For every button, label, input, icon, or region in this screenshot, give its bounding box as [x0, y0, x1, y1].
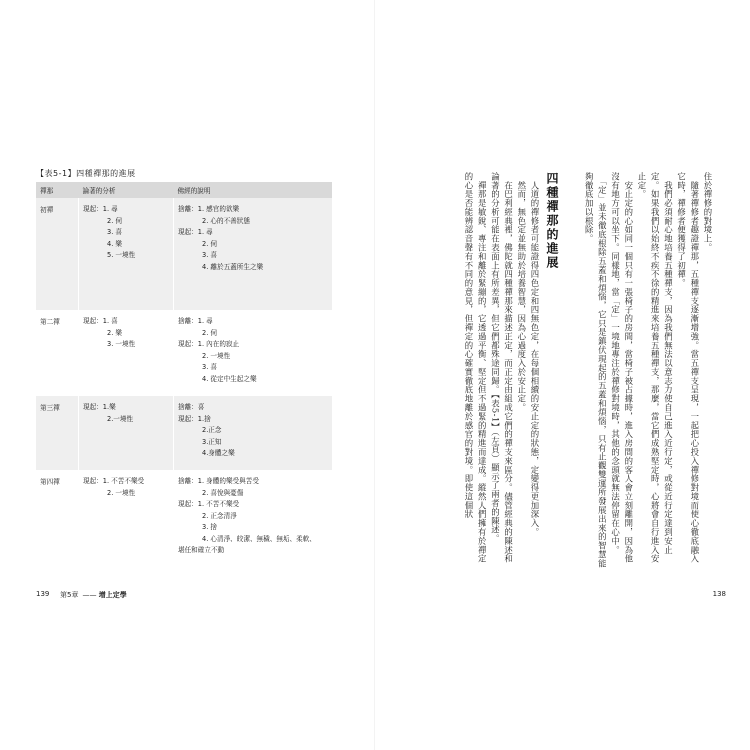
analysis-cell [79, 396, 174, 470]
sutta-line: 現起：1. 不苦不樂受 [178, 500, 240, 508]
sutta-line: 堪任和確立不動 [178, 546, 225, 554]
section-heading: 四種禪那的進展 [545, 172, 559, 270]
sutta-line: 3. 喜 [202, 251, 217, 259]
sutta-line: 2. 正念清淨 [202, 511, 237, 520]
paragraph: 人道的禪修者可能證得四色定和四無色定，在每個相續的安止定的狀態，定變得更加深入。 [530, 172, 540, 537]
sutta-line: 3.正知 [202, 437, 222, 446]
sutta-line: 2. 伺 [202, 328, 217, 337]
sutta-line: 捨離：1. 感官的欲樂 [178, 205, 240, 213]
sutta-line: 3. 捨 [202, 523, 217, 531]
table-row [36, 310, 332, 396]
sutta-cell [174, 470, 333, 566]
sutta-line: 現起：1. 內在的寂止 [178, 340, 240, 348]
analysis-cell [79, 198, 174, 310]
running-head-title: 增上定學 [98, 591, 127, 599]
jhana-name: 第三禪 [36, 396, 79, 470]
sutta-line: 捨離：1. 尋 [178, 317, 213, 325]
sutta-line: 3. 喜 [202, 363, 217, 371]
sutta-line: 2. 喜悅與憂傷 [202, 488, 244, 497]
analysis-line: 2. 伺 [107, 216, 122, 225]
jhana-name: 第二禪 [40, 318, 60, 326]
paragraph: 「定」並未徹底根除五蓋和煩惱，它只是鎮伏現起的五蓋和煩惱，只有止觀雙運所發展出來的智慧能夠徹底加以根除。 [584, 172, 608, 568]
sutta-line: 現起：1.捨 [178, 414, 211, 423]
jhana-name: 第四禪 [40, 478, 60, 486]
sutta-cell [174, 198, 333, 310]
running-head-dash: —— [82, 591, 97, 599]
analysis-line: 2.一境性 [107, 414, 134, 423]
table-row [36, 396, 332, 470]
table-title: 【表5-1】四種禪那的進展 [36, 169, 136, 178]
sutta-line: 2. 伺 [202, 239, 217, 248]
analysis-line: 現起：1. 尋 [83, 205, 118, 213]
paragraph: 我們必須耐心地培養五種禪支，因為我們無法以意志力使自己進入近行定，或從近行定達到安止定。如果我們以始終不疾不徐的精進來培養五種禪支，那麼，當它們成熟堅定時，心將會自行進入安止定。 [636, 172, 674, 564]
table-row [36, 470, 332, 566]
sutta-line: 4. 從定中生起之樂 [202, 374, 257, 383]
header-analysis: 論著的分析 [79, 182, 174, 198]
analysis-line: 2. 樂 [107, 328, 122, 337]
paragraph: 然而，無色定並無助於培養智慧，因為心過度入於安止定。 [516, 172, 527, 413]
body-text-before-heading [582, 172, 714, 572]
paragraph: 禪那是敏銳、專注和離於緊繃的，它透過平衡、堅定但不過緊的精進而達成。縱然人們擁有於禪定的心是否能辨認音聲有不同的意見，但禪定的心確實徹底地離於感官的對境。即使這個狀 [463, 172, 488, 564]
analysis-line: 現起：1.樂 [83, 403, 116, 411]
analysis-line: 現起：1. 不苦不樂受 [83, 477, 145, 485]
body-text-after-heading [462, 172, 541, 572]
paragraph: 在巴利經典裡，佛陀就四種禪那來描述正定，而正定由組成它們的禪支來區分。儘管經典的陳述和論著的分析可能在表面上有所差異，但它們都殊途同歸。【表5-1】（左頁）顯示了兩者的陳述。 [490, 172, 514, 564]
analysis-cell [79, 470, 174, 566]
sutta-cell [174, 396, 333, 470]
sutta-line: 2. 一境性 [202, 351, 231, 360]
sutta-line: 4. 離於五蓋所生之樂 [202, 262, 264, 271]
header-jhana: 禪那 [36, 182, 79, 198]
jhana-name: 初禪 [36, 198, 79, 310]
running-head-chapter: 第5章 [60, 591, 79, 599]
page-number-right: 138 [712, 590, 726, 598]
analysis-line: 3. 喜 [107, 228, 122, 236]
analysis-line: 3. 一境性 [107, 340, 136, 348]
table-row [36, 198, 332, 310]
sutta-line: 4.身體之樂 [202, 449, 235, 457]
sutta-line: 現起：1. 尋 [178, 228, 213, 236]
analysis-line: 現起：1. 喜 [83, 317, 118, 325]
paragraph: 住於禪修的對境上。 [703, 172, 713, 253]
page-number-left: 139 [36, 590, 50, 598]
paragraph: 隨著禪修者趣證禪那，五種禪支逐漸增強。當五禪支呈現，一起把心投入禪修對境而使心徹底融入它時，禪修者便獲得了初禪。 [676, 172, 700, 564]
sutta-line: 捨離：1. 身體的樂受與苦受 [178, 477, 259, 485]
sutta-line: 2. 心的不善狀態 [202, 216, 250, 225]
sutta-line: 捨離：喜 [178, 403, 205, 411]
paragraph: 安止定的心如同一個只有一張椅子的房間，當椅子被占據時，進入房間的客人會立刻離開，因為他沒有地方可以坐下。同樣地，當「定」一境地專注於禪修對境時，其他的念頭就無法停留在心中。 [610, 172, 634, 564]
right-page [375, 0, 750, 750]
sutta-line: 2.正念 [202, 426, 222, 434]
sutta-cell [174, 310, 333, 396]
analysis-cell [79, 310, 174, 396]
analysis-line: 2. 一境性 [107, 488, 136, 497]
analysis-line: 4. 樂 [107, 239, 122, 248]
header-sutta: 佛經的說明 [174, 182, 333, 198]
running-head [60, 590, 127, 600]
jhana-table [36, 182, 332, 566]
analysis-line: 5. 一境性 [107, 251, 136, 259]
sutta-line: 4. 心清淨、皎潔、無穢、無垢、柔軟、 [202, 534, 316, 543]
